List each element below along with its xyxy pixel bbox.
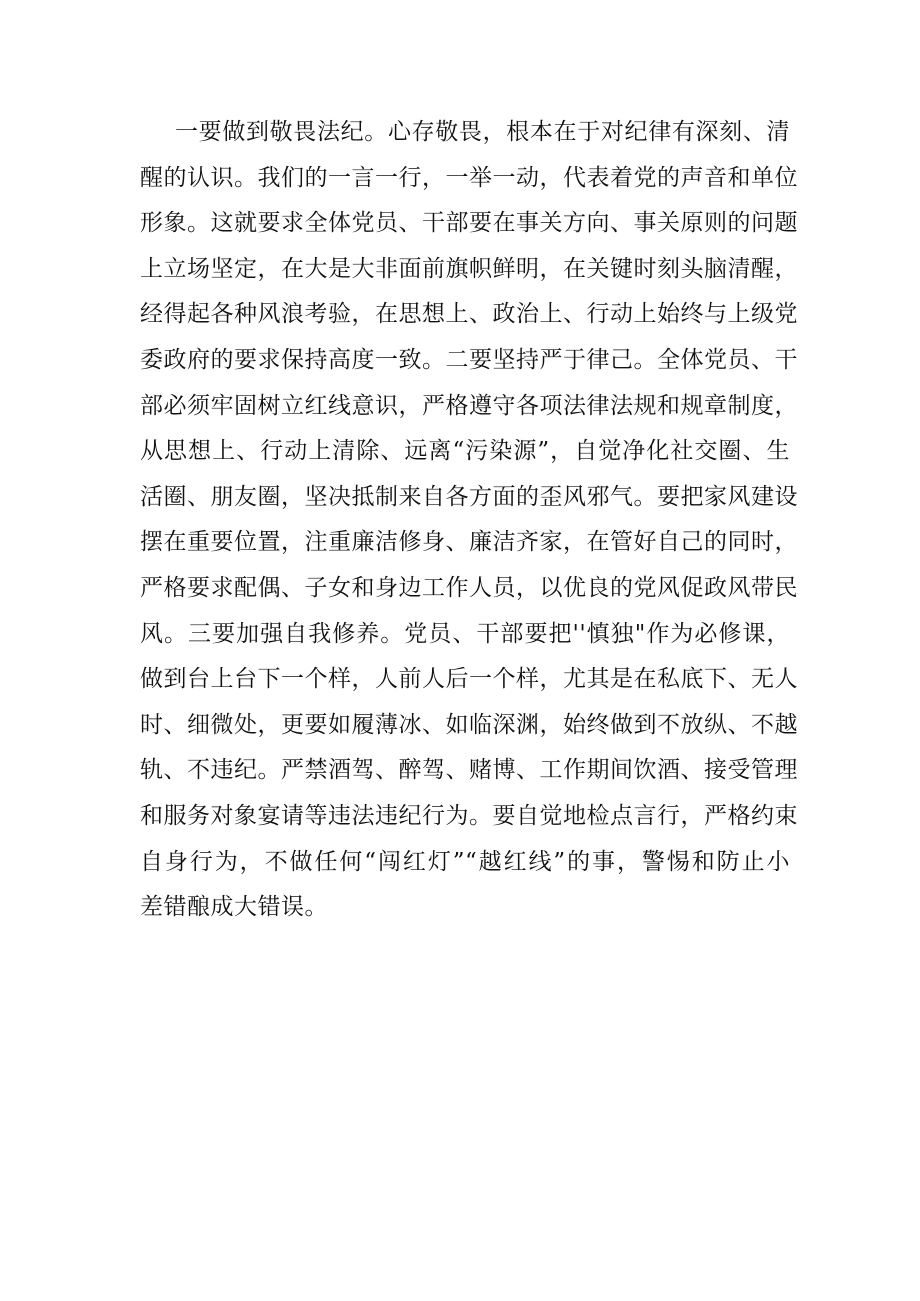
paragraph-line: 上立场坚定，在大是大非面前旗帜鲜明，在关键时刻头脑清醒， — [140, 255, 798, 282]
paragraph-line: 轨、不违纪。严禁酒驾、醉驾、赌博、工作期间饮酒、接受管理 — [140, 757, 798, 784]
paragraph-line: 醒的认识。我们的一言一行，一举一动，代表着党的声音和单位 — [140, 164, 798, 191]
paragraph-line: 部必须牢固树立红线意识，严格遵守各项法律法规和规章制度， — [140, 392, 798, 419]
paragraph-line: 摆在重要位置，注重廉洁修身、廉洁齐家，在管好自己的同时， — [140, 529, 798, 556]
paragraph-line: 一要做到敬畏法纪。心存敬畏，根本在于对纪律有深刻、清 — [175, 119, 790, 145]
paragraph-line: 做到台上台下一个样，人前人后一个样，尤其是在私底下、无人 — [140, 666, 798, 693]
paragraph-line: 形象。这就要求全体党员、干部要在事关方向、事关原则的问题 — [140, 210, 798, 237]
paragraph-line: 委政府的要求保持高度一致。二要坚持严于律己。全体党员、干 — [140, 346, 798, 373]
paragraph-line: 风。三要加强自我修养。党员、干部要把''慎独"作为必修课， — [140, 620, 790, 647]
paragraph-line: 时、细微处，更要如履薄冰、如临深渊，始终做到不放纵、不越 — [140, 711, 798, 738]
paragraph-line: 自身行为，不做任何“闯红灯”“越红线”的事，警惕和防止小 — [140, 848, 790, 875]
paragraph-line: 严格要求配偶、子女和身边工作人员，以优良的党风促政风带民 — [140, 574, 798, 601]
body-paragraph — [140, 110, 798, 931]
paragraph-line: 从思想上、行动上清除、远离“污染源”，自觉净化社交圈、生 — [140, 438, 790, 465]
paragraph-line: 差错酿成大错误。 — [140, 894, 328, 921]
paragraph-line: 活圈、朋友圈，坚决抵制来自各方面的歪风邪气。要把家风建设 — [140, 483, 798, 510]
paragraph-line: 和服务对象宴请等违法违纪行为。要自觉地检点言行，严格约束 — [140, 802, 798, 829]
paragraph-line: 经得起各种风浪考验，在思想上、政治上、行动上始终与上级党 — [140, 301, 798, 328]
